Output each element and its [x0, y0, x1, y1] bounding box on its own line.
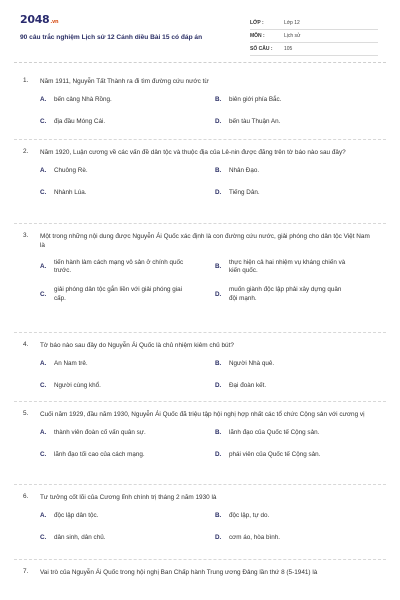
question-text: Cuối năm 1929, đầu năm 1930, Nguyễn Ái Quốc đã triệu tập hội nghị hợp nhất các tổ chức Cộng sản với cương vị	[40, 411, 365, 418]
question-number: 7.	[23, 568, 29, 575]
question-divider	[14, 484, 386, 485]
question-text: Năm 1911, Nguyễn Tất Thành ra đi tìm đường cứu nước từ	[40, 78, 209, 85]
option-text: Chuông Rè.	[54, 167, 88, 175]
answer-option[interactable]	[40, 512, 215, 521]
answer-option[interactable]	[40, 167, 215, 176]
question-item	[0, 148, 400, 198]
option-letter: B.	[215, 512, 222, 520]
option-text: lãnh đạo của Quốc tế Cộng sản.	[229, 429, 320, 437]
page-title: 90 câu trắc nghiệm Lịch sử 12 Cánh diều Bài 15 có đáp án	[20, 34, 203, 41]
option-text: phái viên của Quốc tế Cộng sản.	[229, 451, 321, 459]
question-text: Một trong những nội dung được Nguyễn Ái Quốc xác định là con đường cứu nước, giải phóng cho dân tộc Việt Nam là	[40, 233, 370, 250]
answer-option[interactable]	[40, 96, 215, 105]
option-text: bến cảng Nhà Rồng.	[54, 96, 112, 104]
option-letter: A.	[40, 429, 47, 437]
question-text: Vai trò của Nguyễn Ái Quốc trong hội nghị Ban Chấp hành Trung ương Đảng lần thứ 8 (5-1941) là	[40, 569, 318, 576]
option-text: dân sinh, dân chủ.	[54, 534, 106, 542]
question-number: 5.	[23, 410, 29, 417]
option-text: thành viên đoàn cố vấn quân sự.	[54, 429, 146, 437]
answer-option[interactable]	[40, 429, 215, 438]
answer-option[interactable]	[215, 189, 365, 198]
option-letter: D.	[215, 290, 222, 298]
answer-option[interactable]	[40, 286, 190, 304]
option-letter: A.	[40, 262, 47, 270]
answer-options	[40, 259, 374, 304]
answer-option[interactable]	[215, 118, 365, 127]
option-letter: D.	[215, 189, 222, 197]
document-header	[0, 0, 400, 58]
option-text: thực hiện cả hai nhiệm vụ kháng chiến và kiến quốc.	[229, 258, 346, 275]
logo-suffix: .vn	[50, 19, 59, 25]
answer-options	[40, 167, 374, 198]
meta-value: 105	[284, 45, 293, 52]
option-text: tiến hành làm cách mạng vô sản ở chính quốc trước.	[54, 258, 184, 275]
option-text: độc lập, tự do.	[229, 512, 270, 520]
answer-option[interactable]	[40, 259, 190, 277]
option-letter: C.	[40, 189, 47, 197]
answer-option[interactable]	[40, 118, 215, 127]
answer-option[interactable]	[215, 534, 365, 543]
option-letter: C.	[40, 382, 47, 390]
option-letter: C.	[40, 534, 47, 542]
option-letter: B.	[215, 96, 222, 104]
answer-option[interactable]	[215, 382, 365, 391]
option-letter: D.	[215, 118, 222, 126]
option-letter: B.	[215, 167, 222, 175]
meta-table	[250, 17, 378, 56]
question-item	[0, 410, 400, 460]
answer-option[interactable]	[215, 96, 365, 105]
question-item	[0, 341, 400, 391]
option-letter: C.	[40, 118, 47, 126]
option-letter: C.	[40, 451, 47, 459]
meta-row-count	[250, 43, 378, 56]
meta-label: SỐ CÂU :	[250, 45, 273, 52]
option-text: địa đầu Móng Cái.	[54, 118, 106, 126]
question-divider	[14, 223, 386, 224]
question-text: Tư tưởng cốt lõi của Cương lĩnh chính trị tháng 2 năm 1930 là	[40, 494, 217, 501]
answer-option[interactable]	[40, 189, 215, 198]
question-number: 6.	[23, 493, 29, 500]
answer-options	[40, 429, 374, 460]
meta-label: LỚP :	[250, 19, 264, 26]
question-item	[0, 77, 400, 127]
answer-option[interactable]	[215, 259, 350, 277]
answer-option[interactable]	[215, 429, 365, 438]
option-letter: A.	[40, 512, 47, 520]
option-text: lãnh đạo tối cao của cách mạng.	[54, 451, 145, 459]
logo-text: 2048	[20, 13, 50, 26]
question-divider	[14, 332, 386, 333]
question-item	[0, 568, 400, 577]
option-letter: D.	[215, 451, 222, 459]
option-letter: A.	[40, 96, 47, 104]
answer-option[interactable]	[215, 360, 365, 369]
question-number: 4.	[23, 341, 29, 348]
header-divider	[14, 62, 386, 63]
option-text: biên giới phía Bắc.	[229, 96, 282, 104]
question-text: Tờ báo nào sau đây do Nguyễn Ái Quốc là chủ nhiệm kiêm chủ bút?	[40, 342, 234, 349]
meta-label: MÔN :	[250, 32, 265, 39]
answer-options	[40, 96, 374, 127]
question-divider	[14, 139, 386, 140]
option-text: độc lập dân tộc.	[54, 512, 99, 520]
meta-value: Lớp 12	[284, 19, 300, 26]
answer-options	[40, 360, 374, 391]
answer-option[interactable]	[215, 286, 350, 304]
question-text: Năm 1920, Luận cương về các vấn đề dân tộc và thuộc địa của Lê-nin được đăng trên tờ báo nào sau đây?	[40, 149, 346, 156]
option-text: An Nam trẻ.	[54, 360, 88, 368]
option-text: Người cùng khổ.	[54, 382, 101, 390]
option-text: Đại đoàn kết.	[229, 382, 267, 390]
answer-option[interactable]	[40, 451, 215, 460]
answer-option[interactable]	[40, 360, 215, 369]
question-number: 2.	[23, 148, 29, 155]
answer-option[interactable]	[40, 382, 215, 391]
option-letter: D.	[215, 534, 222, 542]
question-item	[0, 232, 400, 304]
option-letter: C.	[40, 290, 47, 298]
meta-row-class	[250, 17, 378, 30]
question-number: 3.	[23, 232, 29, 239]
option-text: cơm áo, hòa bình.	[229, 534, 281, 542]
option-text: Tiếng Dân.	[229, 189, 260, 197]
answer-option[interactable]	[215, 512, 365, 521]
question-divider	[14, 559, 386, 560]
option-letter: B.	[215, 429, 222, 437]
answer-option[interactable]	[40, 534, 215, 543]
option-letter: B.	[215, 262, 222, 270]
answer-option[interactable]	[215, 451, 365, 460]
option-text: muốn giành độc lập phải xây dựng quân đội mạnh.	[229, 286, 342, 302]
option-letter: A.	[40, 360, 47, 368]
meta-value: Lịch sử	[284, 32, 301, 39]
option-text: Người Nhà quê.	[229, 360, 275, 368]
option-text: Nhành Lúa.	[54, 189, 87, 197]
answer-options	[40, 512, 374, 543]
meta-row-subject	[250, 30, 378, 43]
option-text: Nhân Đạo.	[229, 167, 260, 175]
option-text: giải phóng dân tộc gắn liền với giải phóng giai cấp.	[54, 286, 183, 302]
answer-option[interactable]	[215, 167, 365, 176]
option-letter: B.	[215, 360, 222, 368]
option-text: bến tàu Thuận An.	[229, 118, 281, 126]
question-number: 1.	[23, 77, 29, 84]
question-divider	[14, 401, 386, 402]
question-item	[0, 493, 400, 543]
option-letter: D.	[215, 382, 222, 390]
option-letter: A.	[40, 167, 47, 175]
